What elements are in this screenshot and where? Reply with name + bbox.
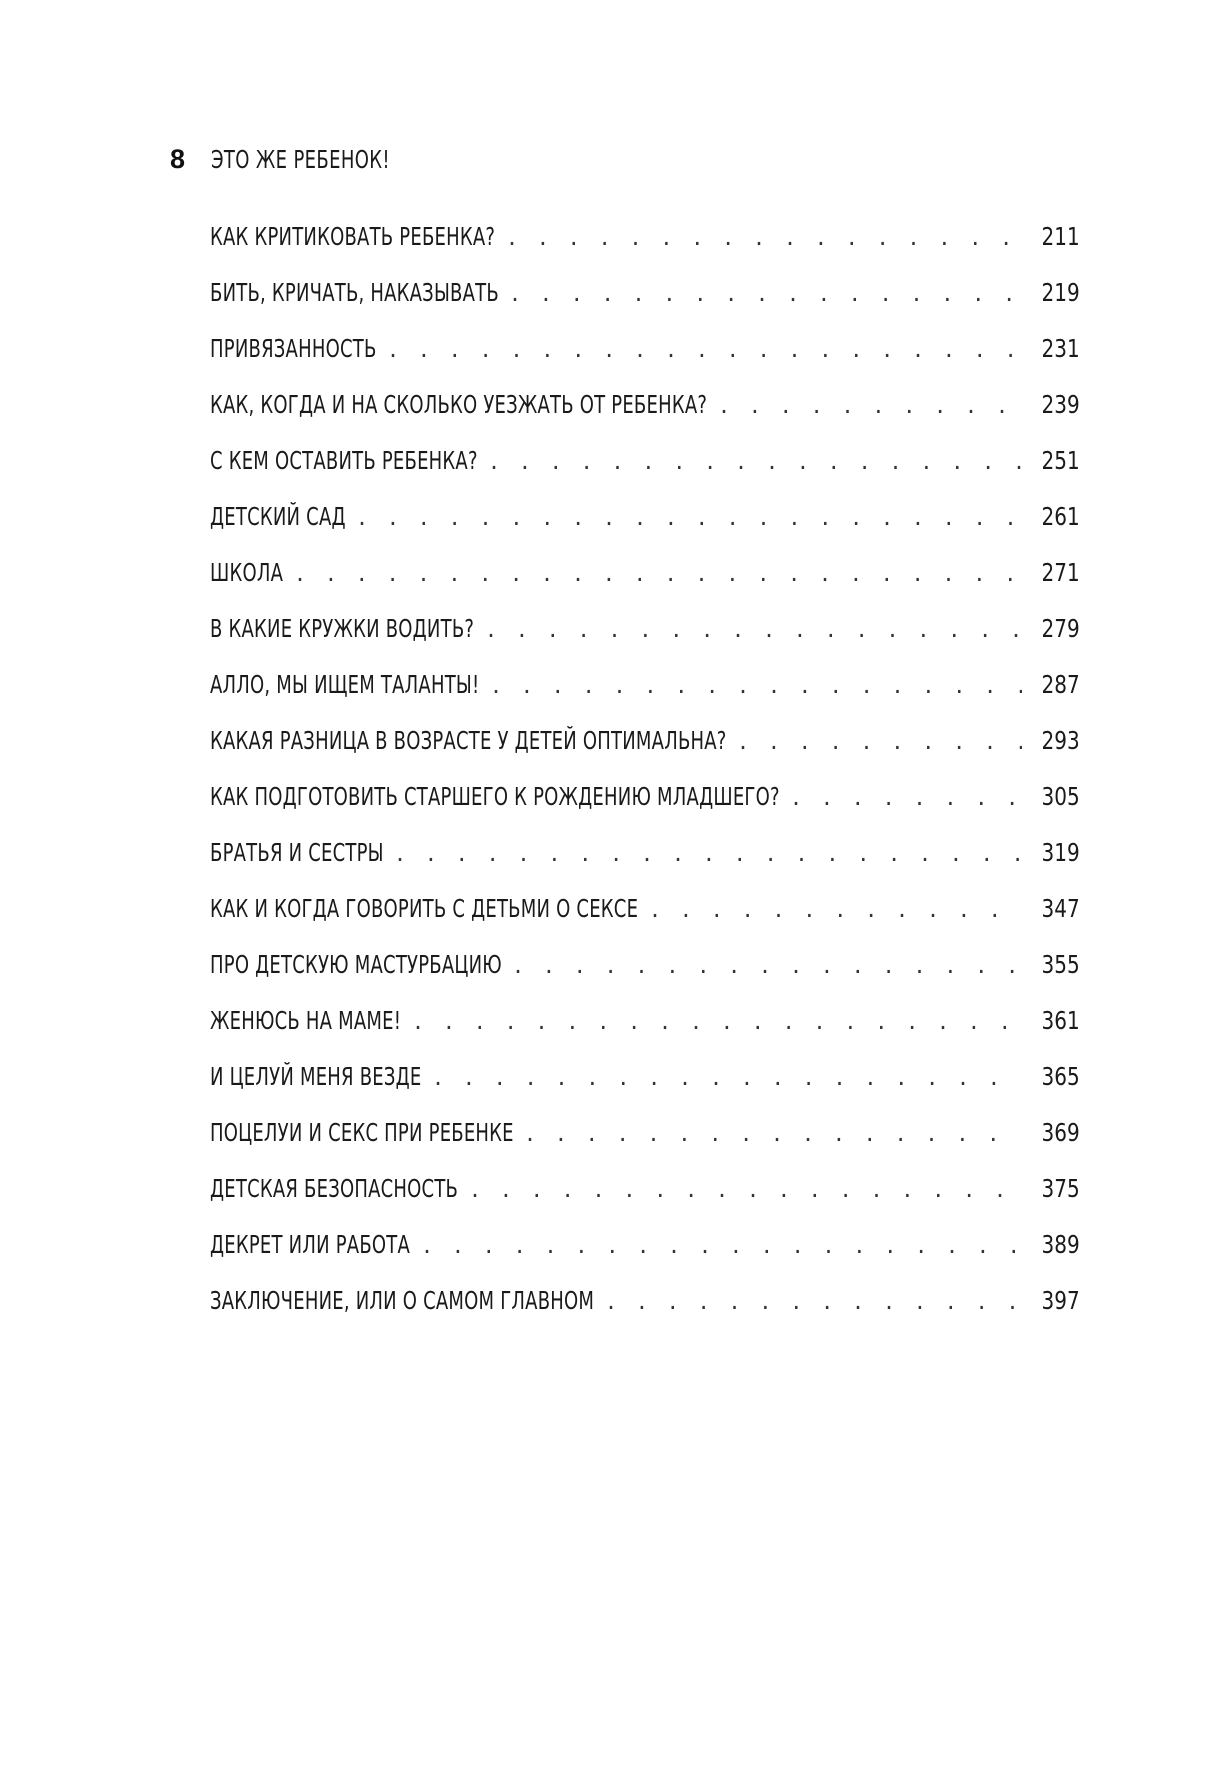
- dot-leader: [294, 559, 1022, 589]
- toc-entry-title-wrap: [210, 950, 502, 980]
- toc-entry-title: И ЦЕЛУЙ МЕНЯ ВЕЗДЕ: [210, 1062, 422, 1091]
- toc-entry: [210, 1118, 1080, 1174]
- dot-leader: [605, 1287, 1022, 1317]
- toc-entry-page-number: 305: [1041, 782, 1080, 811]
- dot-leader: [387, 335, 1022, 365]
- dot-leader: [737, 727, 1022, 757]
- toc-entry-title: БИТЬ, КРИЧАТЬ, НАКАЗЫВАТЬ: [210, 278, 499, 307]
- toc-entry-page-number: 355: [1041, 950, 1080, 979]
- toc-entry-page-number: 319: [1041, 838, 1080, 867]
- toc-entry: [210, 390, 1080, 446]
- toc-entry: [210, 838, 1080, 894]
- dot-leader: [356, 503, 1022, 533]
- dot-leader: [718, 391, 1022, 421]
- toc-entry-title-wrap: [210, 894, 639, 924]
- toc-entry-title: ЗАКЛЮЧЕНИЕ, ИЛИ О САМОМ ГЛАВНОМ: [210, 1286, 595, 1315]
- toc-entry-title-wrap: [210, 558, 284, 588]
- toc-entry: [210, 1174, 1080, 1230]
- toc-entry-title-wrap: [210, 670, 480, 700]
- dot-leader: [412, 1007, 1022, 1037]
- page-number: 8: [170, 144, 186, 174]
- toc-entry-title-wrap: [210, 222, 496, 252]
- toc-entry-page-number: 251: [1041, 446, 1080, 475]
- toc-entry-title: С КЕМ ОСТАВИТЬ РЕБЕНКА?: [210, 446, 478, 475]
- toc-entry-page-number: 365: [1041, 1062, 1080, 1091]
- table-of-contents: [210, 222, 1080, 1342]
- toc-entry-page-number: 231: [1041, 334, 1080, 363]
- toc-entry-page-number: 369: [1041, 1118, 1080, 1147]
- dot-leader: [490, 671, 1022, 701]
- dot-leader: [509, 279, 1022, 309]
- toc-entry-title-wrap: [210, 334, 377, 364]
- toc-entry-page-number: 219: [1041, 278, 1080, 307]
- dot-leader: [524, 1119, 1022, 1149]
- toc-entry: [210, 558, 1080, 614]
- toc-entry-title-wrap: [210, 446, 478, 476]
- toc-entry-title: БРАТЬЯ И СЕСТРЫ: [210, 838, 384, 867]
- toc-entry-title: АЛЛО, МЫ ИЩЕМ ТАЛАНТЫ!: [210, 670, 480, 699]
- toc-entry: [210, 1006, 1080, 1062]
- dot-leader: [394, 839, 1022, 869]
- toc-entry-page-number: 287: [1041, 670, 1080, 699]
- book-title: ЭТО ЖЕ РЕБЕНОК!: [211, 145, 391, 174]
- toc-entry-title: ЖЕНЮСЬ НА МАМЕ!: [210, 1006, 402, 1035]
- toc-entry-page-number: 271: [1041, 558, 1080, 587]
- toc-entry: [210, 670, 1080, 726]
- toc-entry-page-number: 347: [1041, 894, 1080, 923]
- toc-entry-title: КАК ПОДГОТОВИТЬ СТАРШЕГО К РОЖДЕНИЮ МЛАДШЕГО?: [210, 782, 780, 811]
- toc-entry-title: КАК И КОГДА ГОВОРИТЬ С ДЕТЬМИ О СЕКСЕ: [210, 894, 639, 923]
- toc-entry: [210, 334, 1080, 390]
- toc-entry: [210, 446, 1080, 502]
- toc-entry-title-wrap: [210, 1118, 514, 1148]
- toc-entry-title-wrap: [210, 1286, 595, 1316]
- toc-entry-title: ДЕКРЕТ ИЛИ РАБОТА: [210, 1230, 411, 1259]
- toc-entry-page-number: 261: [1041, 502, 1080, 531]
- toc-entry: [210, 894, 1080, 950]
- toc-entry-title-wrap: [210, 614, 475, 644]
- dot-leader: [432, 1063, 1022, 1093]
- toc-entry: [210, 1286, 1080, 1342]
- toc-entry-title: ДЕТСКАЯ БЕЗОПАСНОСТЬ: [210, 1174, 459, 1203]
- toc-entry-title-wrap: [210, 502, 346, 532]
- toc-entry-title-wrap: [210, 390, 708, 420]
- toc-entry-title: КАК КРИТИКОВАТЬ РЕБЕНКА?: [210, 222, 496, 251]
- toc-entry-title-wrap: [210, 1174, 459, 1204]
- toc-entry-page-number: 389: [1041, 1230, 1080, 1259]
- toc-entry: [210, 222, 1080, 278]
- running-head: [170, 146, 460, 173]
- toc-entry-title: КАК, КОГДА И НА СКОЛЬКО УЕЗЖАТЬ ОТ РЕБЕНКА?: [210, 390, 708, 419]
- toc-entry-title: ПРИВЯЗАННОСТЬ: [210, 334, 377, 363]
- dot-leader: [790, 783, 1022, 813]
- toc-entry-title: ПОЦЕЛУИ И СЕКС ПРИ РЕБЕНКЕ: [210, 1118, 514, 1147]
- dot-leader: [512, 951, 1022, 981]
- toc-entry-title-wrap: [210, 726, 727, 756]
- dot-leader: [469, 1175, 1022, 1205]
- toc-entry-title-wrap: [210, 1006, 402, 1036]
- toc-entry: [210, 1230, 1080, 1286]
- toc-entry: [210, 1062, 1080, 1118]
- toc-entry-title-wrap: [210, 1230, 411, 1260]
- toc-entry-page-number: 211: [1041, 222, 1080, 251]
- toc-entry-page-number: 361: [1041, 1006, 1080, 1035]
- toc-entry-title-wrap: [210, 838, 384, 868]
- toc-entry-title: ПРО ДЕТСКУЮ МАСТУРБАЦИЮ: [210, 950, 502, 979]
- toc-entry-title: КАКАЯ РАЗНИЦА В ВОЗРАСТЕ У ДЕТЕЙ ОПТИМАЛЬНА?: [210, 726, 727, 755]
- toc-entry-page-number: 375: [1041, 1174, 1080, 1203]
- toc-entry-title: В КАКИЕ КРУЖКИ ВОДИТЬ?: [210, 614, 475, 643]
- toc-entry: [210, 614, 1080, 670]
- toc-entry-page-number: 293: [1041, 726, 1080, 755]
- toc-entry: [210, 502, 1080, 558]
- toc-entry: [210, 278, 1080, 334]
- toc-entry-title-wrap: [210, 782, 780, 812]
- toc-entry-page-number: 239: [1041, 390, 1080, 419]
- dot-leader: [649, 895, 1022, 925]
- dot-leader: [485, 615, 1022, 645]
- toc-entry-title: ДЕТСКИЙ САД: [210, 502, 346, 531]
- toc-entry-title-wrap: [210, 1062, 422, 1092]
- toc-entry-page-number: 397: [1041, 1286, 1080, 1315]
- toc-entry-page-number: 279: [1041, 614, 1080, 643]
- toc-entry-title: ШКОЛА: [210, 558, 284, 587]
- dot-leader: [506, 223, 1022, 253]
- dot-leader: [488, 447, 1022, 477]
- toc-entry: [210, 782, 1080, 838]
- toc-entry: [210, 726, 1080, 782]
- toc-entry: [210, 950, 1080, 1006]
- toc-entry-title-wrap: [210, 278, 499, 308]
- dot-leader: [421, 1231, 1022, 1261]
